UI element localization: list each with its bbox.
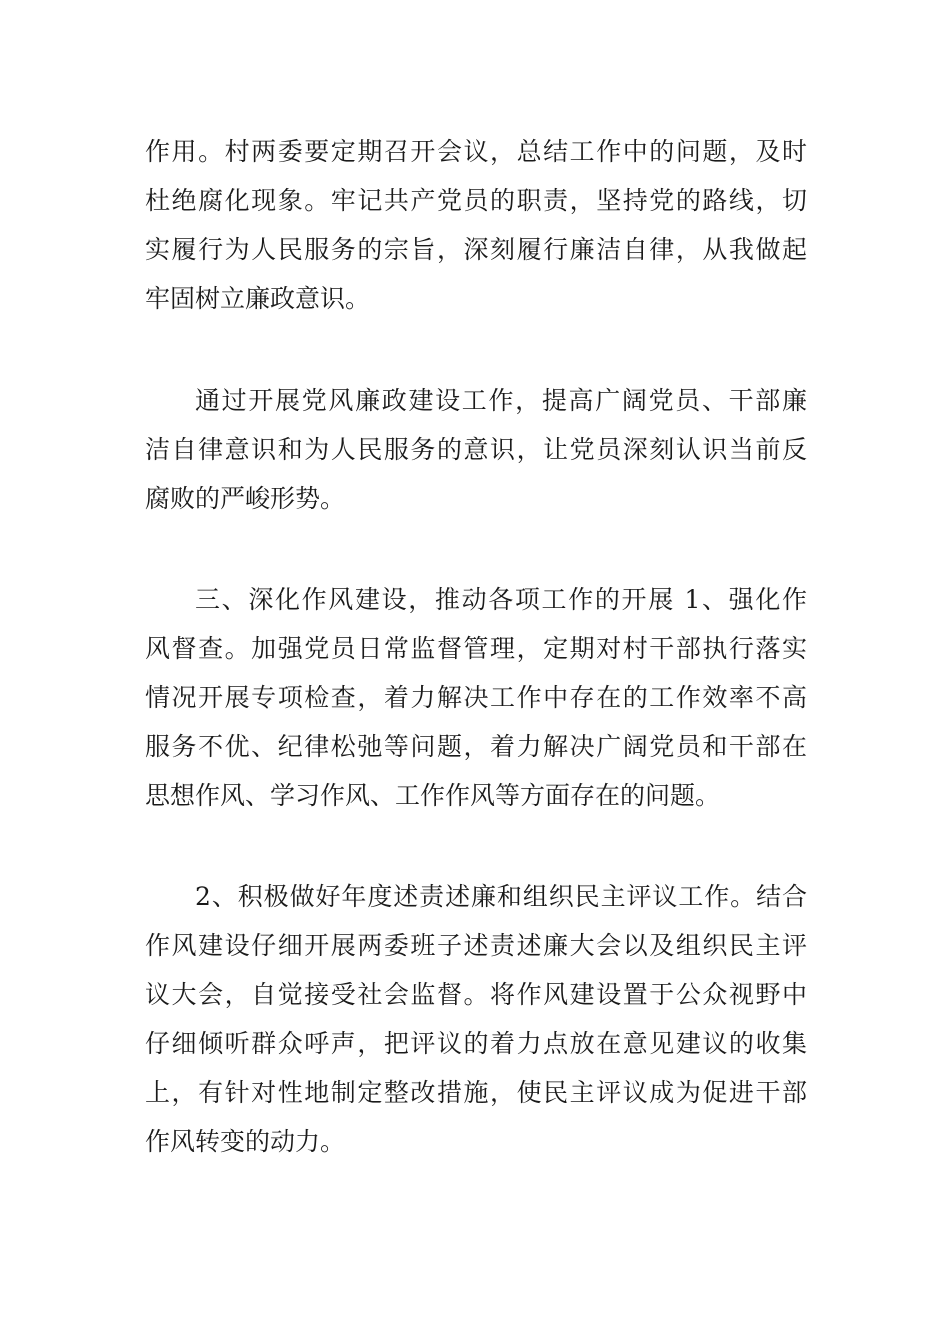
paragraph-4-line-3: 议大会，自觉接受社会监督。将作风建设置于公众视野中 — [145, 980, 807, 1009]
paragraph-3-line-1: 三、深化作风建设，推动各项工作的开展 1、强化作 — [195, 585, 807, 614]
paragraph-3-line-2: 风督查。加强党员日常监督管理，定期对村干部执行落实 — [145, 634, 807, 663]
paragraph-2-line-3: 腐败的严峻形势。 — [145, 484, 346, 513]
paragraph-4-line-6: 作风转变的动力。 — [145, 1127, 346, 1156]
paragraph-4-line-2: 作风建设仔细开展两委班子述责述廉大会以及组织民主评 — [145, 931, 807, 960]
paragraph-2-line-2: 洁自律意识和为人民服务的意识，让党员深刻认识当前反 — [145, 435, 807, 464]
paragraph-3-line-3: 情况开展专项检查，着力解决工作中存在的工作效率不高 — [145, 683, 807, 712]
paragraph-1-line-4: 牢固树立廉政意识。 — [145, 284, 371, 313]
paragraph-1 — [145, 127, 807, 323]
paragraph-4 — [145, 872, 807, 1166]
paragraph-2 — [145, 376, 807, 523]
paragraph-3 — [145, 575, 807, 820]
paragraph-3-line-4: 服务不优、纪律松弛等问题，着力解决广阔党员和干部在 — [145, 732, 807, 761]
paragraph-4-line-4: 仔细倾听群众呼声，把评议的着力点放在意见建议的收集 — [145, 1029, 807, 1058]
paragraph-1-line-1: 作用。村两委要定期召开会议，总结工作中的问题，及时 — [145, 137, 807, 166]
paragraph-3-line-5: 思想作风、学习作风、工作作风等方面存在的问题。 — [145, 781, 721, 810]
paragraph-1-line-2: 杜绝腐化现象。牢记共产党员的职责，坚持党的路线，切 — [145, 186, 807, 215]
paragraph-4-line-5: 上，有针对性地制定整改措施，使民主评议成为促进干部 — [145, 1078, 807, 1107]
paragraph-1-line-3: 实履行为人民服务的宗旨，深刻履行廉洁自律，从我做起 — [145, 235, 807, 264]
paragraph-2-line-1: 通过开展党风廉政建设工作，提高广阔党员、干部廉 — [195, 386, 807, 415]
paragraph-4-line-1: 2、积极做好年度述责述廉和组织民主评议工作。结合 — [195, 882, 807, 911]
